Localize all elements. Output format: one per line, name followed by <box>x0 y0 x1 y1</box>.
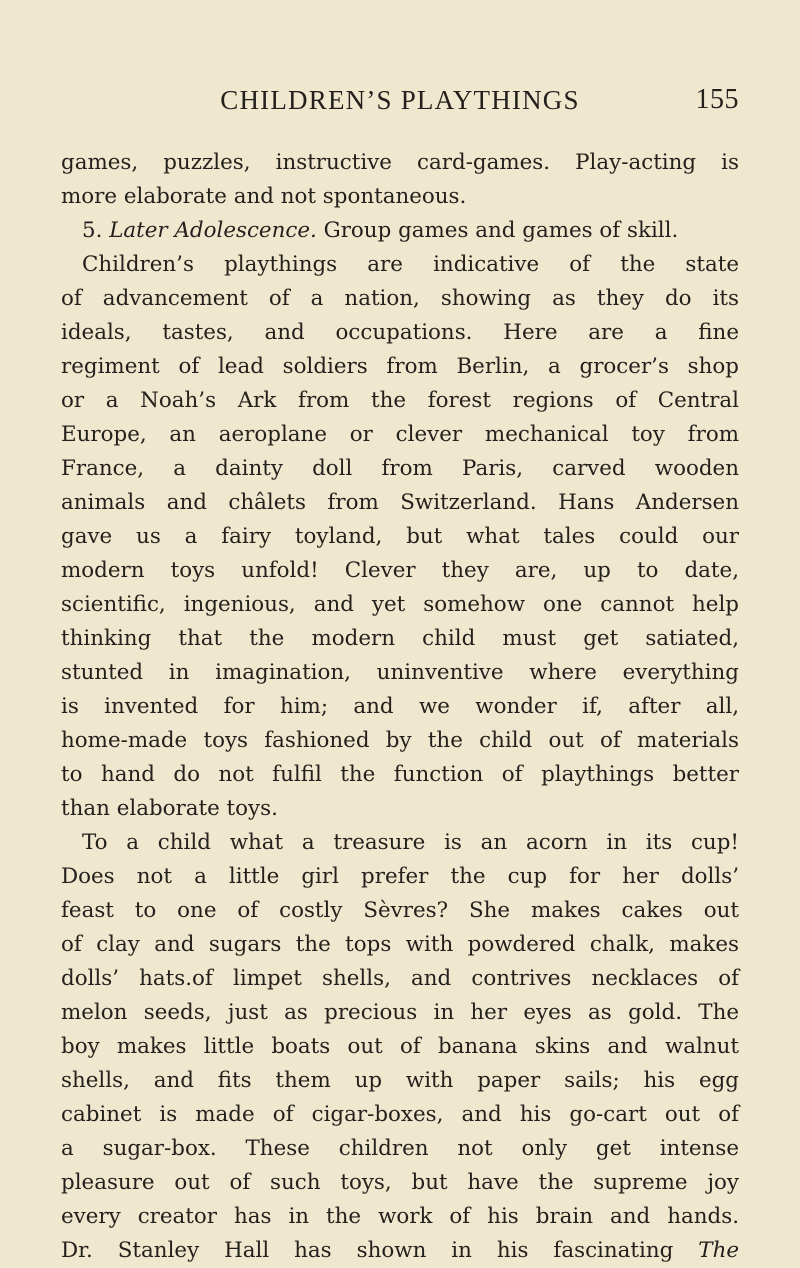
text-line: dolls’ hats.of limpet shells, and contrives necklaces of <box>61 966 739 991</box>
text-line: shells, and fits them up with paper sails; his egg <box>61 1068 739 1093</box>
text-line: France, a dainty doll from Paris, carved wooden <box>61 456 739 481</box>
text-line: Does not a little girl prefer the cup for her dolls’ <box>61 864 739 889</box>
text-line: thinking that the modern child must get satiated, <box>61 626 739 651</box>
italic-heading: Later Adolescence. <box>109 218 317 243</box>
body-text <box>61 146 739 1268</box>
text-line: to hand do not fulfil the function of playthings better <box>61 762 739 787</box>
text-line: feast to one of costly Sèvres? She makes cakes out <box>61 898 739 923</box>
text-line: stunted in imagination, uninventive where everything <box>61 660 739 685</box>
text-line: is invented for him; and we wonder if, after all, <box>61 694 739 719</box>
text-line: of clay and sugars the tops with powdered chalk, makes <box>61 932 739 957</box>
text-line: of advancement of a nation, showing as they do its <box>61 286 739 311</box>
text-line: melon seeds, just as precious in her eyes as gold. The <box>61 1000 739 1025</box>
text-line: than elaborate toys. <box>61 796 278 821</box>
list-number: 5. <box>82 218 110 243</box>
line-text: Dr. Stanley Hall has shown in his fascinating <box>61 1238 699 1263</box>
line-text: Group games and games of skill. <box>316 218 679 243</box>
text-line: every creator has in the work of his brain and hands. <box>61 1204 739 1229</box>
italic-title-start: The <box>698 1238 739 1263</box>
text-line: games, puzzles, instructive card-games. Play-acting is <box>61 150 739 175</box>
text-line-final <box>61 1234 739 1268</box>
page-header <box>61 82 739 122</box>
text-line: Children’s playthings are indicative of the state <box>82 252 739 277</box>
text-line-later-adolescence <box>61 214 739 248</box>
text-line: To a child what a treasure is an acorn in its cup! <box>82 830 739 855</box>
text-line: home-made toys fashioned by the child out of materials <box>61 728 739 753</box>
text-line: cabinet is made of cigar-boxes, and his go-cart out of <box>61 1102 739 1127</box>
text-line: pleasure out of such toys, but have the supreme joy <box>61 1170 739 1195</box>
text-line: Europe, an aeroplane or clever mechanical toy from <box>61 422 739 447</box>
text-line: regiment of lead soldiers from Berlin, a grocer’s shop <box>61 354 739 379</box>
text-line: animals and châlets from Switzerland. Hans Andersen <box>61 490 739 515</box>
text-line: boy makes little boats out of banana skins and walnut <box>61 1034 739 1059</box>
text-line: scientific, ingenious, and yet somehow one cannot help <box>61 592 739 617</box>
text-line: or a Noah’s Ark from the forest regions of Central <box>61 388 739 413</box>
text-line: a sugar-box. These children not only get intense <box>61 1136 739 1161</box>
page-number: 155 <box>695 84 739 115</box>
running-head: CHILDREN’S PLAYTHINGS <box>220 85 580 115</box>
text-line: modern toys unfold! Clever they are, up to date, <box>61 558 739 583</box>
text-line: gave us a fairy toyland, but what tales could our <box>61 524 739 549</box>
text-line: more elaborate and not spontaneous. <box>61 184 467 209</box>
text-line: ideals, tastes, and occupations. Here are a fine <box>61 320 739 345</box>
